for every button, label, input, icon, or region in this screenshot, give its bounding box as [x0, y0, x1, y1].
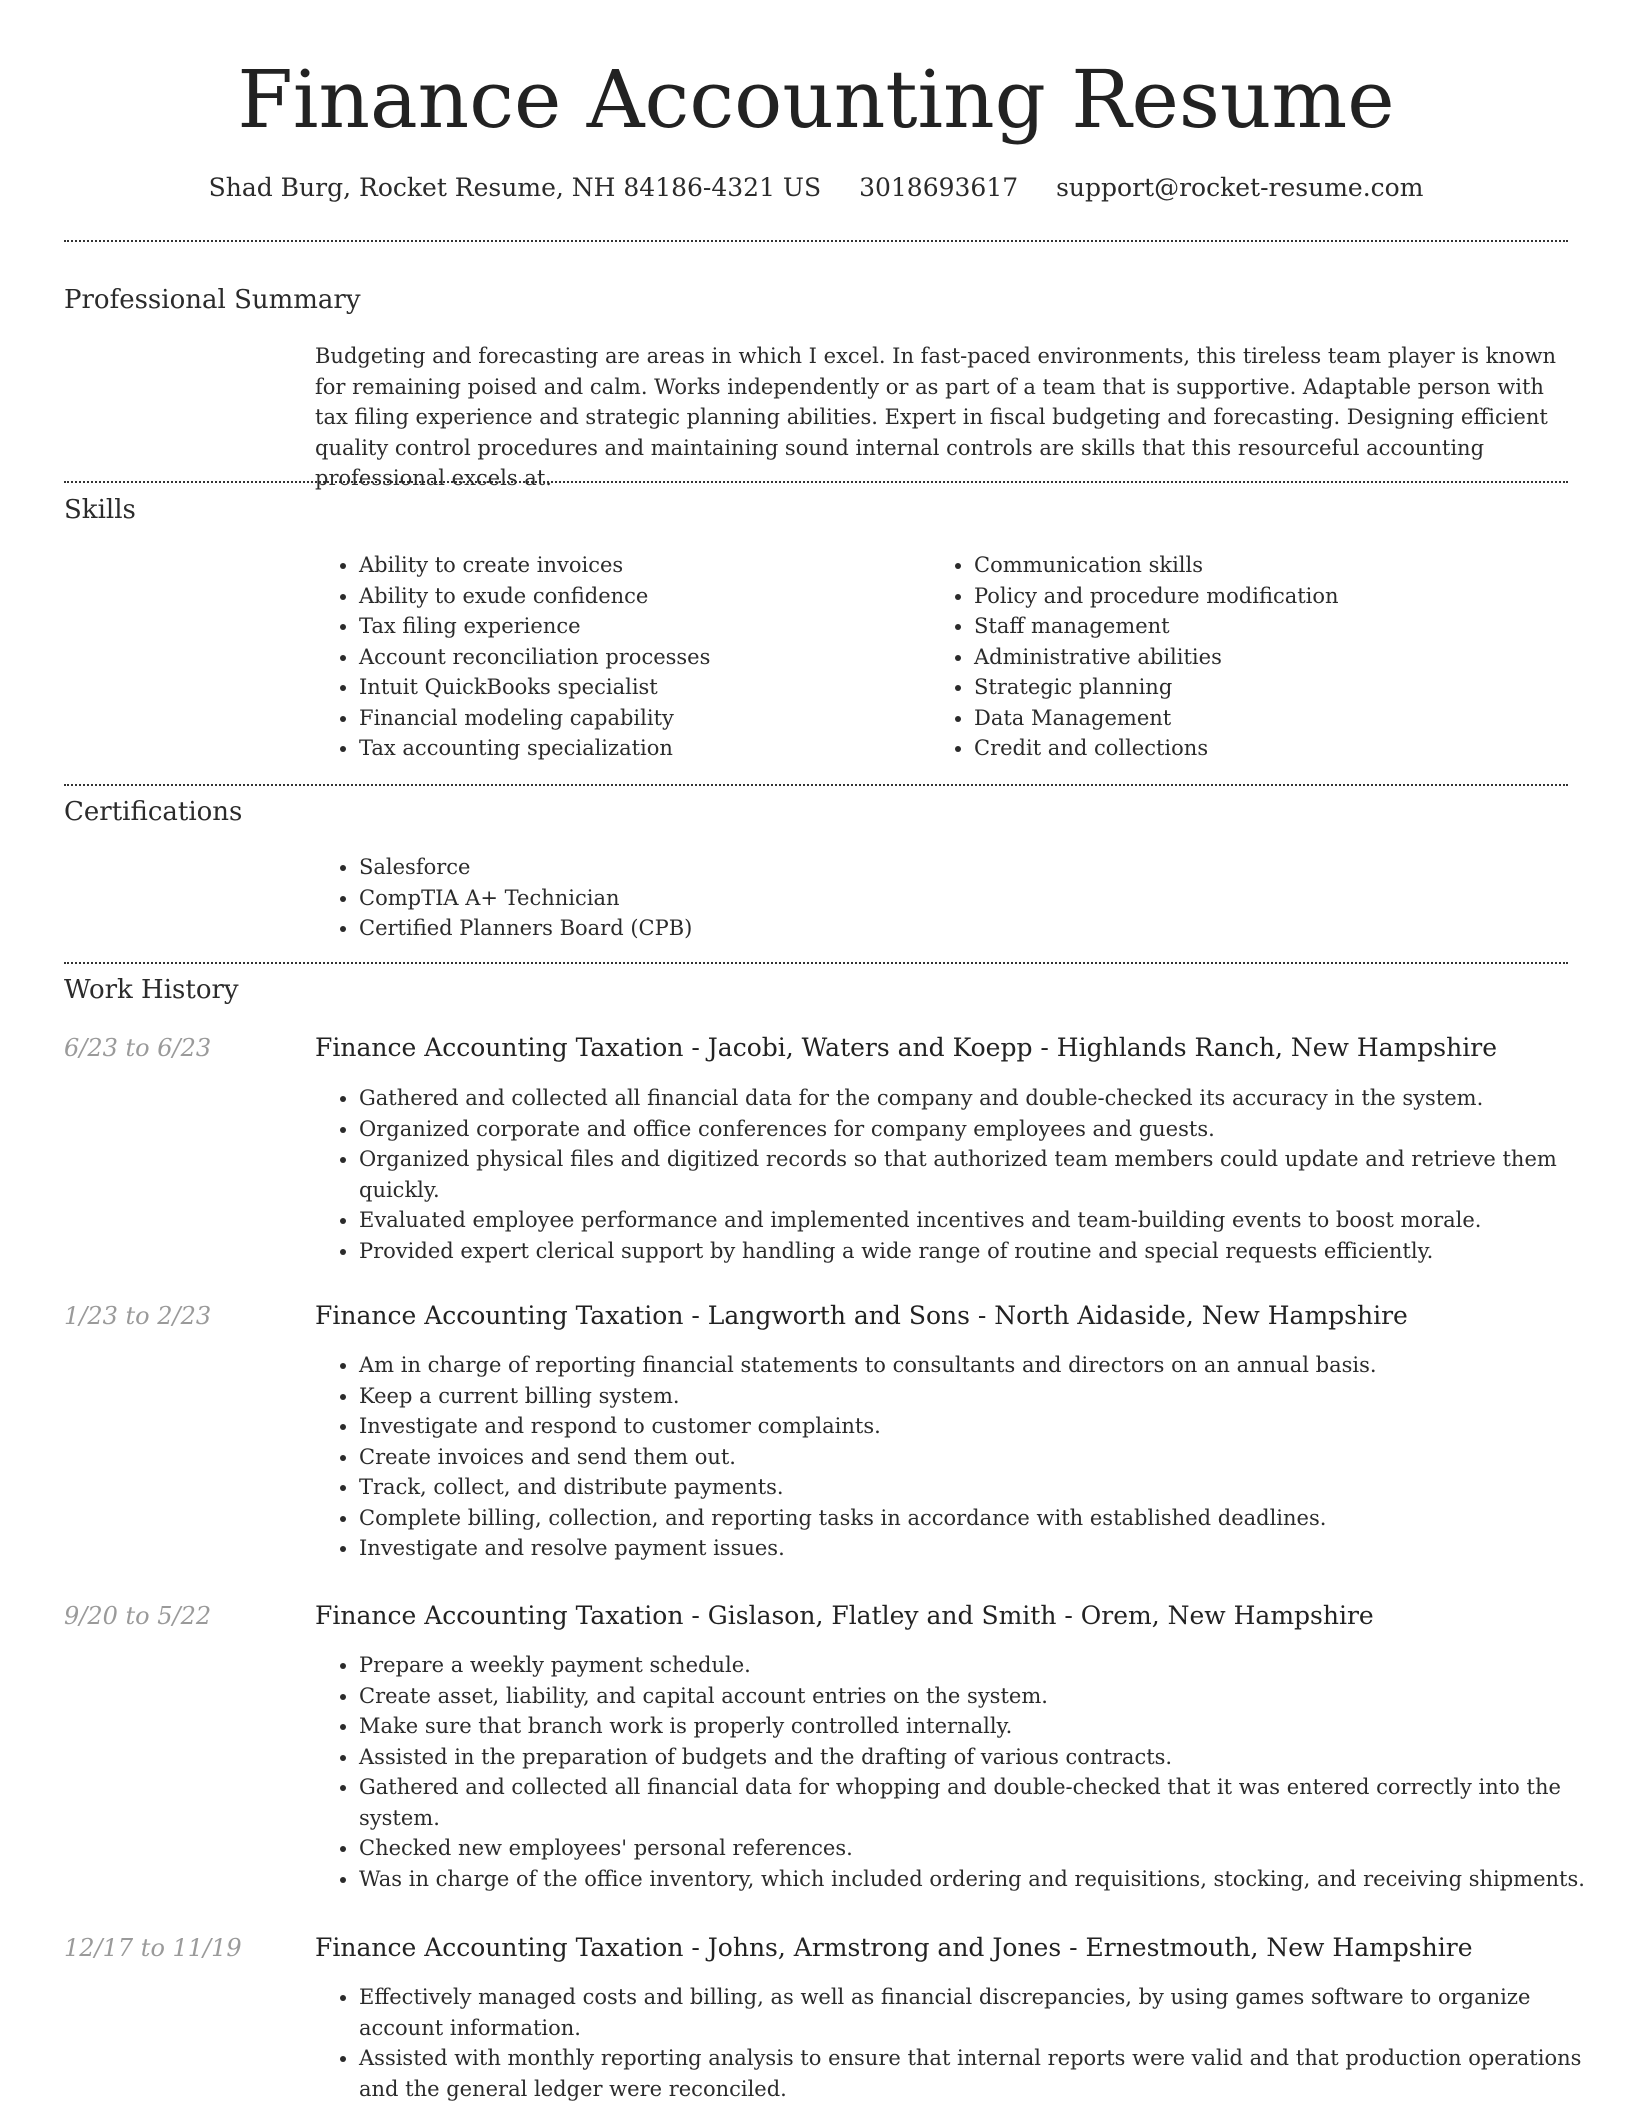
job-bullet: • Make sure that branch work is properly controlled internally. [359, 1711, 1609, 1742]
contact-email: support@rocket-resume.com [1056, 173, 1424, 202]
divider [64, 784, 1568, 786]
divider [64, 240, 1568, 242]
skill-item: • Ability to create invoices [359, 550, 939, 581]
certifications-heading: Certifications [64, 797, 243, 827]
job-bullet: • Create asset, liability, and capital account entries on the system. [359, 1681, 1609, 1712]
job-bullet: • Organized physical files and digitized records so that authorized team members could update and retrieve them quickly. [359, 1144, 1609, 1205]
divider [64, 481, 1568, 483]
job-bullet: • Evaluated employee performance and implemented incentives and team-building events to boost morale. [359, 1205, 1609, 1236]
skill-item: • Tax accounting specialization [359, 733, 939, 764]
job-dates: 9/20 to 5/22 [64, 1602, 212, 1630]
job-title: Finance Accounting Taxation - Gislason, Flatley and Smith - Orem, New Hampshire [315, 1601, 1374, 1630]
job-dates: 1/23 to 2/23 [64, 1302, 212, 1330]
job-title: Finance Accounting Taxation - Johns, Armstrong and Jones - Ernestmouth, New Hampshire [315, 1933, 1473, 1962]
contact-phone: 3018693617 [859, 173, 1019, 202]
skill-item: • Credit and collections [974, 733, 1604, 764]
job-bullets [315, 1982, 1609, 2104]
divider [64, 962, 1568, 964]
page-title: Finance Accounting Resume [237, 53, 1395, 146]
job-bullet: • Provided expert clerical support by handling a wide range of routine and special requests efficiently. [359, 1236, 1609, 1267]
job-bullet: • Gathered and collected all financial data for whopping and double-checked that it was entered correctly into the system. [359, 1772, 1609, 1833]
skill-item: • Administrative abilities [974, 642, 1604, 673]
job-bullet: • Was in charge of the office inventory, which included ordering and requisitions, stocking, and receiving shipments. [359, 1864, 1609, 1895]
job-dates: 6/23 to 6/23 [64, 1034, 212, 1062]
job-bullet: • Prepare a weekly payment schedule. [359, 1650, 1609, 1681]
skill-item: • Strategic planning [974, 672, 1604, 703]
skill-item: • Communication skills [974, 550, 1604, 581]
skills-list-left [315, 550, 939, 764]
skill-item: • Tax filing experience [359, 611, 939, 642]
skill-item: • Data Management [974, 703, 1604, 734]
certifications-list [315, 852, 1609, 944]
skill-item: • Staff management [974, 611, 1604, 642]
skills-heading: Skills [64, 495, 136, 525]
job-dates: 12/17 to 11/19 [64, 1934, 242, 1962]
certification-item: • Certified Planners Board (CPB) [359, 913, 1609, 944]
contact-address: Shad Burg, Rocket Resume, NH 84186-4321 US [208, 173, 822, 202]
job-bullet: • Assisted with monthly reporting analysis to ensure that internal reports were valid and that production operations and the general ledger were reconciled. [359, 2043, 1609, 2104]
job-bullet: • Keep a current billing system. [359, 1381, 1609, 1412]
job-bullet: • Complete billing, collection, and reporting tasks in accordance with established deadlines. [359, 1503, 1609, 1534]
job-title: Finance Accounting Taxation - Langworth and Sons - North Aidaside, New Hampshire [315, 1301, 1408, 1330]
job-bullet: • Assisted in the preparation of budgets and the drafting of various contracts. [359, 1742, 1609, 1773]
job-title: Finance Accounting Taxation - Jacobi, Waters and Koepp - Highlands Ranch, New Hampshire [315, 1033, 1497, 1062]
skill-item: • Ability to exude confidence [359, 581, 939, 612]
job-bullet: • Organized corporate and office conferences for company employees and guests. [359, 1114, 1609, 1145]
skills-list-right [930, 550, 1604, 764]
job-bullet: • Checked new employees' personal references. [359, 1833, 1609, 1864]
job-bullet: • Gathered and collected all financial data for the company and double-checked its accuracy in the system. [359, 1083, 1609, 1114]
summary-heading: Professional Summary [64, 285, 361, 315]
certification-item: • Salesforce [359, 852, 1609, 883]
job-bullets [315, 1350, 1609, 1564]
job-bullet: • Investigate and respond to customer complaints. [359, 1411, 1609, 1442]
certification-item: • CompTIA A+ Technician [359, 883, 1609, 914]
job-bullet: • Am in charge of reporting financial statements to consultants and directors on an annual basis. [359, 1350, 1609, 1381]
skill-item: • Account reconciliation processes [359, 642, 939, 673]
skill-item: • Policy and procedure modification [974, 581, 1604, 612]
job-bullet: • Investigate and resolve payment issues. [359, 1533, 1609, 1564]
job-bullet: • Effectively managed costs and billing, as well as financial discrepancies, by using games software to organize account information. [359, 1982, 1609, 2043]
job-bullets [315, 1083, 1609, 1266]
skill-item: • Financial modeling capability [359, 703, 939, 734]
skill-item: • Intuit QuickBooks specialist [359, 672, 939, 703]
work-history-heading: Work History [64, 975, 239, 1005]
job-bullets [315, 1650, 1609, 1894]
summary-text: Budgeting and forecasting are areas in which I excel. In fast-paced environments, this tireless team player is known for remaining poised and calm. Works independently or as part of a team that is supportive. Adaptable person with tax filing experience and strategic planning abilities. Expert in fiscal budgeting and forecasting. Designing efficient quality control procedures and maintaining sound internal controls are skills that this resourceful accounting professional excels at. [315, 344, 1557, 490]
job-bullet: • Create invoices and send them out. [359, 1442, 1609, 1473]
contact-line [0, 172, 1632, 204]
job-bullet: • Track, collect, and distribute payments. [359, 1472, 1609, 1503]
